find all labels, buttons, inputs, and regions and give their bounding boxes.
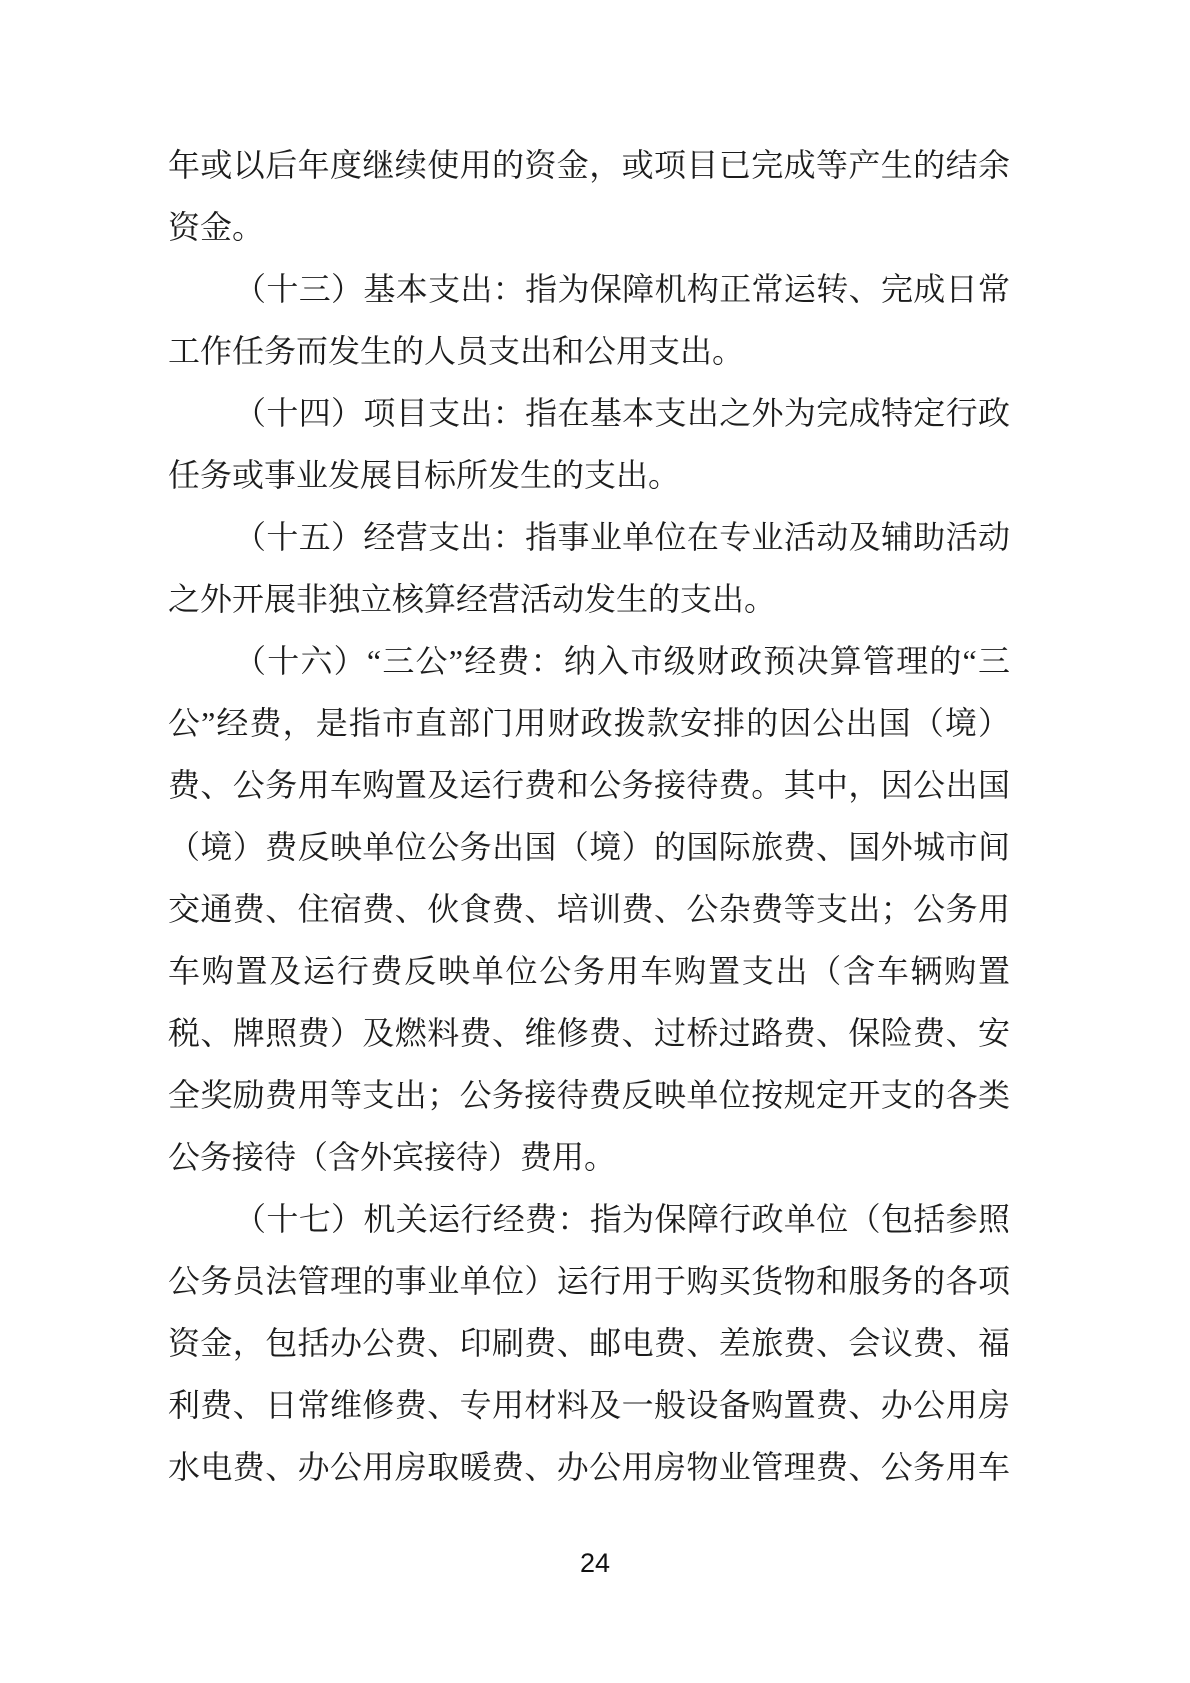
paragraph (168, 258, 1010, 382)
document-line: （境）费反映单位公务出国（境）的国际旅费、国外城市间 (168, 829, 1010, 865)
document-line: 公务接待（含外宾接待）费用。 (168, 1139, 617, 1175)
document-line: 公务员法管理的事业单位）运行用于购买货物和服务的各项 (168, 1263, 1010, 1299)
document-line: （十七）机关运行经费：指为保障行政单位（包括参照 (234, 1201, 1010, 1237)
document-line: 工作任务而发生的人员支出和公用支出。 (168, 333, 745, 369)
document-line: 交通费、住宿费、伙食费、培训费、公杂费等支出；公务用 (168, 891, 1010, 927)
document-line: 年或以后年度继续使用的资金，或项目已完成等产生的结余 (168, 147, 1010, 183)
document-line: 资金。 (168, 209, 265, 245)
paragraph (168, 506, 1010, 630)
document-body (168, 134, 1010, 1498)
paragraph (168, 630, 1010, 1188)
document-line: 任务或事业发展目标所发生的支出。 (168, 457, 681, 493)
document-line: （十五）经营支出：指事业单位在专业活动及辅助活动 (234, 519, 1010, 555)
document-line: 费、公务用车购置及运行费和公务接待费。其中，因公出国 (168, 767, 1010, 803)
document-line: （十四）项目支出：指在基本支出之外为完成特定行政 (234, 395, 1010, 431)
paragraph (168, 134, 1010, 258)
document-line: 水电费、办公用房取暖费、办公用房物业管理费、公务用车 (168, 1449, 1010, 1485)
document-line: （十六）“三公”经费：纳入市级财政预决算管理的“三 (234, 643, 1010, 679)
document-line: 税、牌照费）及燃料费、维修费、过桥过路费、保险费、安 (168, 1015, 1010, 1051)
document-line: 资金，包括办公费、印刷费、邮电费、差旅费、会议费、福 (168, 1325, 1010, 1361)
document-line: 车购置及运行费反映单位公务用车购置支出（含车辆购置 (168, 953, 1010, 989)
document-line: 之外开展非独立核算经营活动发生的支出。 (168, 581, 777, 617)
paragraph (168, 382, 1010, 506)
page-number: 24 (579, 1548, 611, 1578)
document-line: 利费、日常维修费、专用材料及一般设备购置费、办公用房 (168, 1387, 1010, 1423)
document-line: （十三）基本支出：指为保障机构正常运转、完成日常 (234, 271, 1010, 307)
paragraph (168, 1188, 1010, 1498)
page-footer (0, 1548, 1190, 1579)
document-line: 全奖励费用等支出；公务接待费反映单位按规定开支的各类 (168, 1077, 1010, 1113)
document-line: 公”经费，是指市直部门用财政拨款安排的因公出国（境） (168, 705, 1010, 741)
